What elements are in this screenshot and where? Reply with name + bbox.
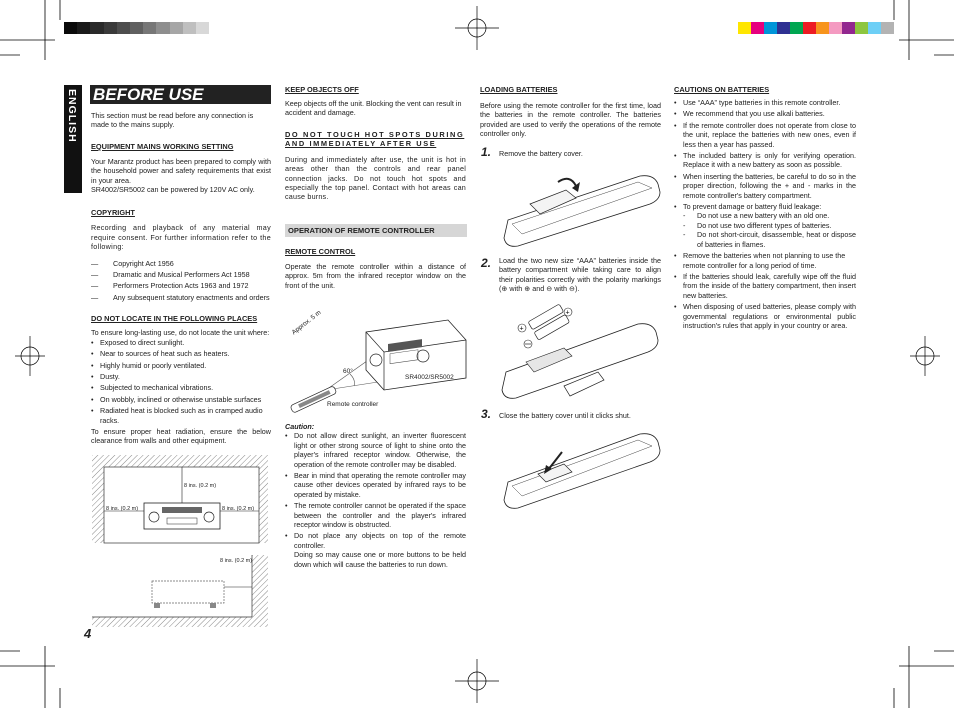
loading-heading: LOADING BATTERIES [480,85,558,94]
svg-text:+: + [519,325,524,333]
list-item: — Copyright Act 1956 [91,259,271,268]
list-item: — Performers Protection Acts 1963 and 1972 [91,281,271,290]
registration-mark-right [910,336,940,376]
keep-text: Keep objects off the unit. Blocking the vent can result in accident and damage. [285,99,462,118]
clearance-left-label: 8 ins. (0.2 m) [106,506,139,512]
list-item: • We recommend that you use alkali batteries. [674,109,856,118]
approx-distance-label: Approx. 5 m [290,309,323,337]
hot-text: During and immediately after use, the unit is hot in areas other than the controls and rear panel connection jacks. Do not touch hot spots and especially the top panel. Contact with hot areas can cause burns. [285,154,466,202]
locate-heading: DO NOT LOCATE IN THE FOLLOWING PLACES [91,314,258,324]
locate-outro: To ensure proper heat radiation, ensure the below clearance from walls and other equipment. [91,426,271,446]
list-item: • Subjected to mechanical vibrations. [91,383,271,392]
clearance-side-label: 8 ins. (0.2 m) [220,558,253,564]
step-number: 2. [481,256,492,270]
list-item: — Any subsequent statutory enactments and orders [91,293,271,302]
step-text: Remove the battery cover. [499,149,583,158]
list-item: • Exposed to direct sunlight. [91,338,271,347]
list-item: • When inserting the batteries, be careful to do so in the proper direction, following the + and - marks in the remote controller's battery compartment. [674,172,856,200]
caution-list [285,431,466,550]
remove-cover-illustration [502,168,662,248]
step-number: 1. [481,145,492,159]
intro-text: This section must be read before any connection is made to the mains supply. [91,111,254,130]
list-item: • Dusty. [91,372,271,381]
equipment-heading: EQUIPMENT MAINS WORKING SETTING [91,141,234,151]
cautions-list-2 [674,251,856,330]
page-number: 4 [84,626,92,641]
clearance-top-label: 8 ins. (0.2 m) [184,483,217,489]
title-banner [90,85,271,104]
list-item: • Radiated heat is blocked such as in cramped audio racks. [91,406,271,425]
registration-mark-top [455,6,499,50]
svg-text:+: + [565,309,570,317]
column-2 [285,85,466,202]
remote-heading: REMOTE CONTROL [285,247,356,256]
caution-section [285,422,466,569]
remote-section [285,247,466,290]
loading-text: Before using the remote controller for the first time, load the batteries in the remote controller. The batteries provided are used to verify the operations of the remote controller only. [480,101,661,139]
list-item: • The remote controller cannot be operated if the space between the controller and the player's infrared receptor window is obstructed. [285,501,466,529]
model-label: SR4002/SR5002 [405,374,454,381]
language-tab [64,85,82,193]
column-1 [91,111,271,446]
clearance-diagram [92,455,268,627]
list-item: • Do not place any objects on top of the remote controller. [285,531,466,550]
list-item: • On wobbly, inclined or otherwise unstable surfaces [91,395,271,404]
page-title: BEFORE USE [93,85,204,104]
list-item: • If the remote controller does not operate from close to the unit, replace the batteries with new ones, even if less then a year has passed. [674,121,856,149]
registration-mark-bottom [455,659,499,703]
equipment-text: Your Marantz product has been prepared to comply with the household power and safety requirements that exist in your area. [91,156,271,185]
copyright-list [91,259,271,303]
operation-heading: OPERATION OF REMOTE CONTROLLER [288,226,435,235]
caution-extra: Doing so may cause one or more buttons to be held down which will cause the batteries to run down. [294,550,466,569]
cautions-heading: CAUTIONS ON BATTERIES [674,85,770,94]
language-label: ENGLISH [66,89,78,143]
caution-heading: Caution: [285,422,315,431]
step-1 [481,145,662,159]
column-3 [480,85,661,139]
list-item: - Do not use a new battery with an old one. [683,211,856,220]
close-cover-illustration [502,424,662,510]
step-text: Close the battery cover until it clicks shut. [499,411,631,420]
list-item: • Remove the batteries when not planning to use the remote controller for a long period of time. [674,251,856,270]
clearance-right-label: 8 ins. (0.2 m) [222,506,255,512]
list-item: - Do not short-circuit, disassemble, heat or dispose of batteries in flames. [683,230,856,249]
hot-heading: DO NOT TOUCH HOT SPOTS DURING AND IMMEDIATELY AFTER USE [285,129,465,148]
list-item: • If the batteries should leak, carefully wipe off the fluid from the inside of the battery compartment, then insert new batteries. [674,272,856,300]
angle-label: 60° [343,368,353,375]
copyright-heading: COPYRIGHT [91,208,135,218]
step-number: 3. [481,407,492,421]
list-item: • To prevent damage or battery fluid leakage: [674,202,856,211]
list-item: - Do not use two different types of batteries. [683,221,856,230]
list-item: • Highly humid or poorly ventilated. [91,361,271,370]
list-item: • Do not allow direct sunlight, an inverter fluorescent light or other strong source of light to shine onto the player's infrared receptor window. Otherwise, the operation of the remote controller may be disabled. [285,431,466,469]
list-item: • Bear in mind that operating the remote controller may cause other devices operated by infrared rays to be operated by mistake. [285,471,466,499]
list-item: • The included battery is only for verifying operation. Replace it with a new battery as soon as possible. [674,151,856,170]
copyright-text: Recording and playback of any material may require consent. For further information refer to the following: [91,223,271,252]
registration-mark-left [15,336,45,376]
list-item: — Dramatic and Musical Performers Act 1958 [91,270,271,279]
list-item: • Near to sources of heat such as heaters. [91,349,271,358]
cautions-sublist [674,211,856,249]
operation-banner [285,224,467,237]
locate-intro: To ensure long-lasting use, do not locate the unit where: [91,328,270,338]
insert-batteries-illustration [500,300,662,412]
remote-controller-label: Remote controller [327,401,379,408]
step-text: Load the two new size “AAA” batteries inside the battery compartment while taking care to align their polarities correctly with the polarity markings (⊕ with ⊕ and ⊖ with ⊖). [499,256,661,294]
step-3 [481,407,662,421]
list-item: • Use “AAA” type batteries in this remote controller. [674,98,856,107]
keep-heading: KEEP OBJECTS OFF [285,85,359,94]
step-2 [481,256,661,294]
battery-icon [528,304,570,340]
locate-list [91,338,271,425]
equipment-text-2: SR4002/SR5002 can be powered by 120V AC only. [91,185,255,195]
cautions-list [674,98,856,211]
remote-text: Operate the remote controller within a distance of approx. 5m from the infrared receptor window on the front of the unit. [285,262,466,290]
column-4 [674,85,856,332]
list-item: • When disposing of used batteries, please comply with governmental regulations or environmental public instruction's rules that apply in your country or area. [674,302,856,330]
